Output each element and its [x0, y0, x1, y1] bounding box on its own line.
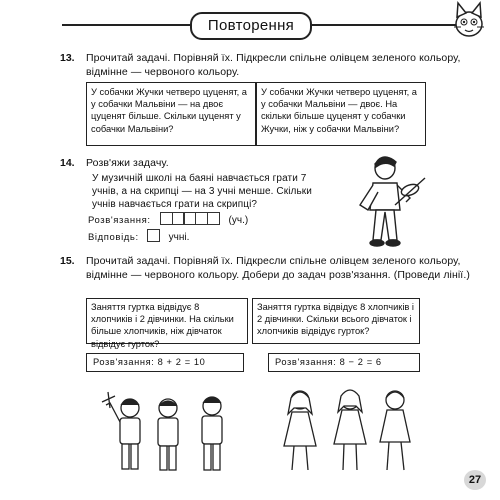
boys-illustration — [90, 378, 250, 478]
boy-with-violin-illustration — [340, 150, 430, 250]
task-14-instruction: Розв'яжи задачу. — [86, 157, 169, 169]
task-15-text: Прочитай задачі. Порівняй їх. Підкресли спільне олівцем зеленого кольору, відмінне — червоного кольору. Добери до задач розв'язання. (Проведи лінії.) — [86, 255, 470, 281]
task-13-number: 13. — [60, 52, 75, 64]
task-15-problem-a-text: Заняття гуртка відвідує 8 хлопчиків і 2 дівчинки. На скільки більше хлопчиків, ніж дівчаток відвідує гурток? — [91, 302, 234, 349]
page-title: Повторення — [190, 12, 312, 40]
page-number: 27 — [464, 470, 486, 490]
task-14-solution-label: Розв'язання: — [88, 215, 151, 226]
task-14-answer-row — [88, 227, 189, 245]
answer-input-cell[interactable] — [147, 229, 160, 242]
task-14-answer-label: Відповідь: — [88, 232, 139, 243]
task-14-problem: У музичній школі на баяні навчається грати 7 учнів, а на скрипці — на 3 учні менше. Скільки учнів навчається грати на скрипці? — [92, 173, 312, 210]
task-13-problem-b — [256, 82, 426, 146]
task-15-solution-a-text: Розв'язання: 8 + 2 = 10 — [93, 357, 206, 367]
task-13-problem-a — [86, 82, 256, 146]
solution-input-cells[interactable] — [161, 210, 225, 227]
task-15-solution-b — [268, 353, 420, 372]
task-14-answer-unit: учні. — [168, 232, 190, 243]
task-14-solution-row — [88, 210, 248, 228]
task-13-text: Прочитай задачі. Порівняй їх. Підкресли спільне олівцем зеленого кольору, відмінне — червоного кольору. — [86, 52, 461, 78]
cat-mascot-icon — [448, 0, 490, 40]
task-15-number: 15. — [60, 255, 75, 267]
task-14-solution-unit: (уч.) — [228, 215, 249, 226]
girls-illustration — [270, 378, 420, 478]
task-15-solution-a — [86, 353, 244, 372]
task-13-problem-b-text: У собачки Жучки четверо цуценят, а у собачки Мальвіни — двоє. На скільки більше цуценят у собачки Жучки, ніж у собачки Мальвіни? — [261, 87, 417, 134]
task-13-problem-a-text: У собачки Жучки четверо цуценят, а у собачки Мальвіни — на двоє цуценят більше. Скільки цуценят у собачки Мальвіни? — [91, 87, 247, 134]
task-15-problem-b-text: Заняття гуртка відвідує 8 хлопчиків і 2 дівчинки. Скільки всього дівчаток і хлопчиків відвідує гурток? — [257, 302, 414, 337]
task-15-problem-a — [86, 298, 248, 349]
task-15-solution-b-text: Розв'язання: 8 − 2 = 6 — [275, 357, 382, 367]
task-15-problem-b — [252, 298, 420, 344]
task-14-number: 14. — [60, 157, 75, 169]
